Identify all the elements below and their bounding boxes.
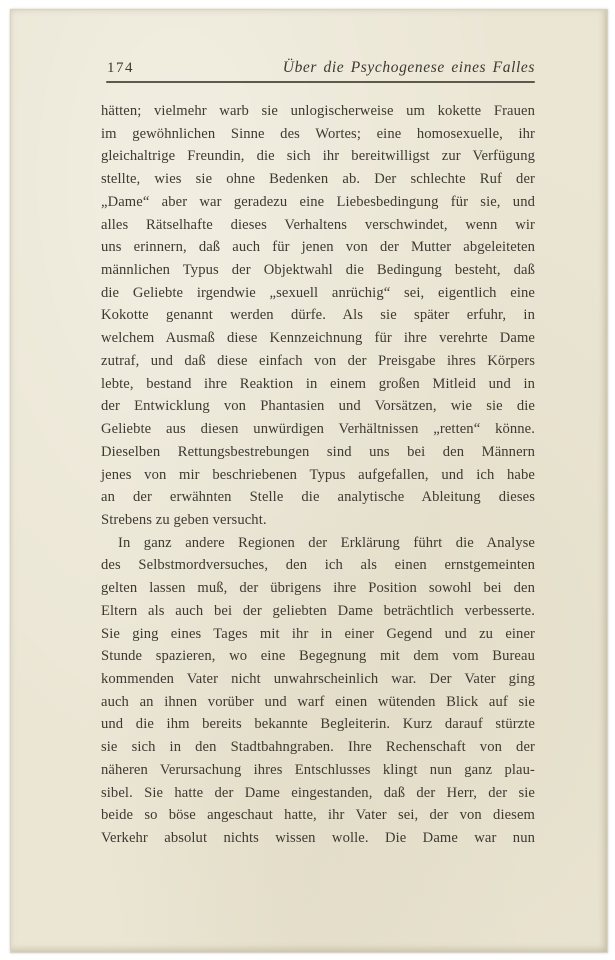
text-line: gleichaltrige Freundin, die sich ihr bereitwilligst zur Verfügung — [101, 148, 535, 165]
text-line: auch an ihnen vorüber und warf einen wütenden Blick auf sie — [101, 693, 535, 710]
text-line: uns erinnern, daß auch für jenen von der Mutter abgeleiteten — [101, 239, 535, 256]
page-content — [101, 10, 535, 952]
text-line: Strebens zu geben versucht. — [101, 511, 267, 528]
header-rule — [106, 81, 535, 83]
text-line: sie sich in den Stadtbahngraben. Ihre Rechenschaft von der — [101, 739, 535, 756]
text-line: gelten lassen muß, der übrigens ihre Position sowohl bei den — [101, 580, 535, 597]
text-line: Eltern als auch bei der geliebten Dame beträchtlich verbesserte. — [101, 602, 535, 619]
text-line: zutraf, und daß diese einfach von der Preisgabe ihres Körpers — [101, 352, 535, 369]
text-line: näheren Verursachung ihres Entschlusses klingt nun ganz plau- — [101, 761, 535, 778]
text-line: Kokotte genannt werden dürfe. Als sie später erfuhr, in — [101, 307, 535, 324]
text-line: männlichen Typus der Objektwahl die Bedingung besteht, daß — [101, 262, 535, 279]
text-line: Verkehr absolut nichts wissen wolle. Die Dame war nun — [101, 830, 535, 846]
text-line: und die ihm bereits bekannte Begleiterin. Kurz darauf stürzte — [101, 716, 535, 733]
text-line: In ganz andere Regionen der Erklärung führt die Analyse — [118, 534, 535, 551]
page-header — [107, 60, 535, 76]
text-line: jenes von mir beschriebenen Typus aufgefallen, und ich habe — [101, 466, 535, 483]
text-line: sibel. Sie hatte der Dame eingestanden, daß der Herr, der sie — [101, 784, 535, 801]
page-number: 174 — [107, 60, 134, 76]
text-line: lebte, bestand ihre Reaktion in einem großen Mitleid und in — [101, 375, 535, 392]
body-text — [101, 100, 535, 850]
text-line: beide so böse angeschaut hatte, ihr Vater sei, der von diesem — [101, 807, 535, 824]
text-line: Geliebte aus diesen unwürdigen Verhältnissen „retten“ könne. — [101, 421, 535, 438]
text-line: hätten; vielmehr warb sie unlogischerweise um kokette Frauen — [101, 103, 535, 119]
text-line: des Selbstmordversuches, den ich als einen ernstgemeinten — [101, 557, 535, 574]
text-line: an der erwähnten Stelle die analytische Ableitung dieses — [101, 489, 535, 506]
text-line: die Geliebte irgendwie „sexuell anrüchig“ sei, eigentlich eine — [101, 284, 535, 301]
text-line: „Dame“ aber war geradezu eine Liebesbedingung für sie, und — [101, 193, 535, 210]
book-page — [10, 9, 608, 953]
text-line: im gewöhnlichen Sinne des Wortes; eine homosexuelle, ihr — [101, 125, 535, 142]
text-line: Dieselben Rettungsbestrebungen sind uns bei den Männern — [101, 443, 535, 460]
text-line: Sie ging eines Tages mit ihr in einer Gegend und zu einer — [101, 625, 535, 642]
running-title: Über die Psychogenese eines Falles — [282, 59, 535, 76]
text-line: Stunde spazieren, wo eine Begegnung mit dem vom Bureau — [101, 648, 535, 665]
text-line: alles Rätselhafte dieses Verhaltens verschwindet, wenn wir — [101, 216, 535, 233]
text-line: der Entwicklung von Phantasien und Vorsätzen, wie sie die — [101, 398, 535, 415]
text-line: kommenden Vater nicht unwahrscheinlich war. Der Vater ging — [101, 670, 535, 687]
text-line: welchem Ausmaß diese Kennzeichnung für ihre verehrte Dame — [101, 330, 535, 347]
text-line: stellte, wies sie ohne Bedenken ab. Der schlechte Ruf der — [101, 171, 535, 188]
